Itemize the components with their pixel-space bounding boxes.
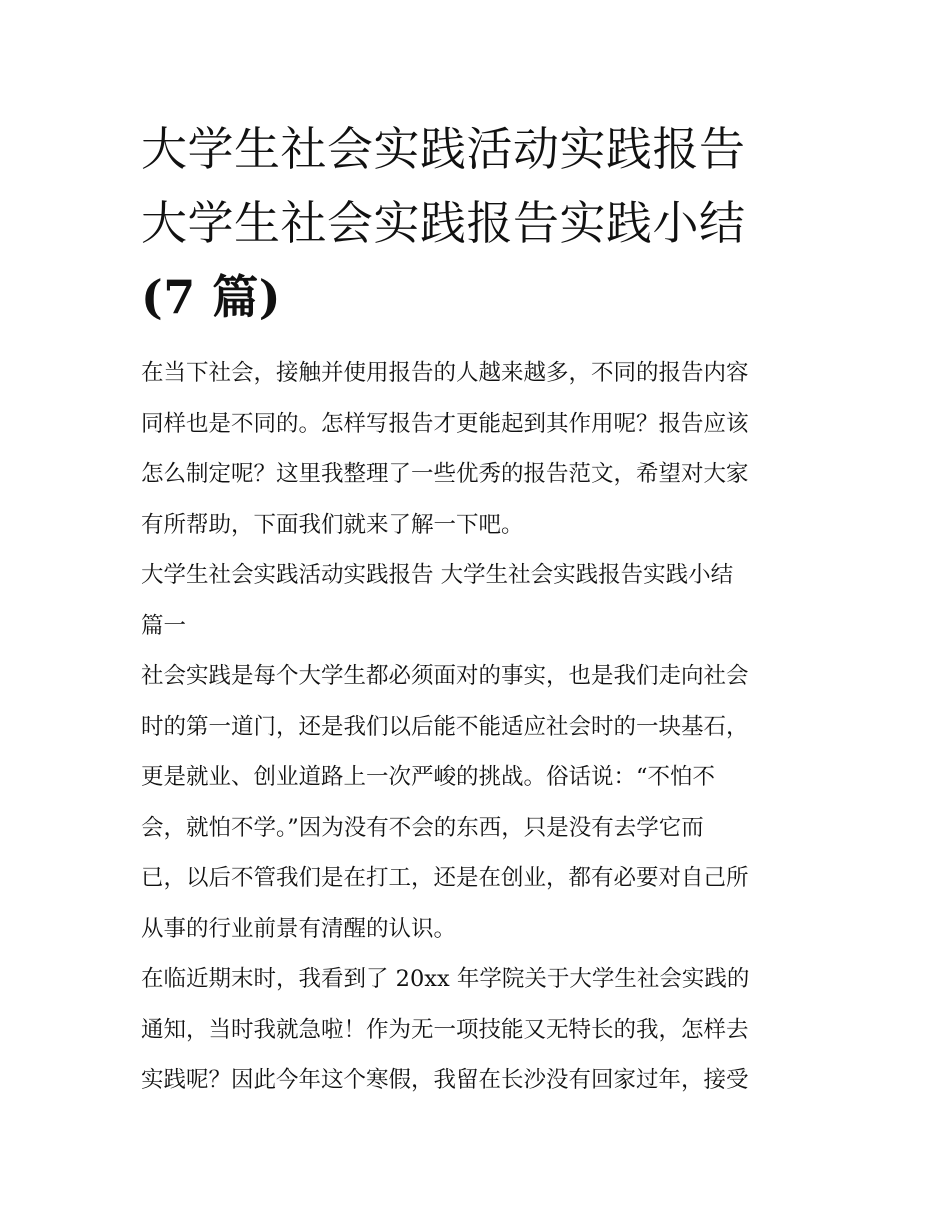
text-line: 有所帮助，下面我们就来了解一下吧。	[141, 511, 524, 538]
text-line: 更是就业、创业道路上一次严峻的挑战。俗话说：“不怕不	[141, 764, 716, 790]
document-body	[141, 348, 813, 1106]
text-line: 大学生社会实践活动实践报告 大学生社会实践报告实践小结	[141, 562, 734, 588]
text-line: 会，就怕不学。”因为没有不会的东西，只是没有去学它而	[141, 814, 704, 841]
text-line: 通知，当时我就急啦！作为无一项技能又无特长的我，怎样去	[141, 1016, 749, 1043]
text-line: 已，以后不管我们是在打工，还是在创业，都有必要对自己所	[141, 865, 749, 891]
title-line-3: (7 篇)	[141, 270, 282, 324]
section-heading	[141, 550, 813, 651]
text-line: 同样也是不同的。怎样写报告才更能起到其作用呢？报告应该	[141, 410, 749, 437]
paragraph-body-2	[141, 954, 813, 1106]
title-line-2: 大学生社会实践报告实践小结	[141, 196, 746, 250]
text-line: 社会实践是每个大学生都必须面对的事实，也是我们走向社会	[141, 663, 749, 689]
text-line: 篇一	[141, 612, 187, 639]
document-title	[141, 112, 813, 334]
text-line: 在临近期末时，我看到了 20xx 年学院关于大学生社会实践的	[141, 966, 750, 992]
title-line-1: 大学生社会实践活动实践报告	[141, 122, 746, 176]
text-line: 时的第一道门，还是我们以后能不能适应社会时的一块基石，	[141, 713, 749, 740]
document-content	[141, 112, 813, 1106]
text-line: 从事的行业前景有清醒的认识。	[141, 915, 457, 942]
paragraph-body-1	[141, 651, 813, 954]
text-line: 实践呢？因此今年这个寒假，我留在长沙没有回家过年，接受	[141, 1067, 749, 1093]
text-line: 在当下社会，接触并使用报告的人越来越多，不同的报告内容	[141, 360, 749, 386]
paragraph-intro	[141, 348, 813, 550]
text-line: 怎么制定呢？这里我整理了一些优秀的报告范文，希望对大家	[141, 461, 749, 487]
